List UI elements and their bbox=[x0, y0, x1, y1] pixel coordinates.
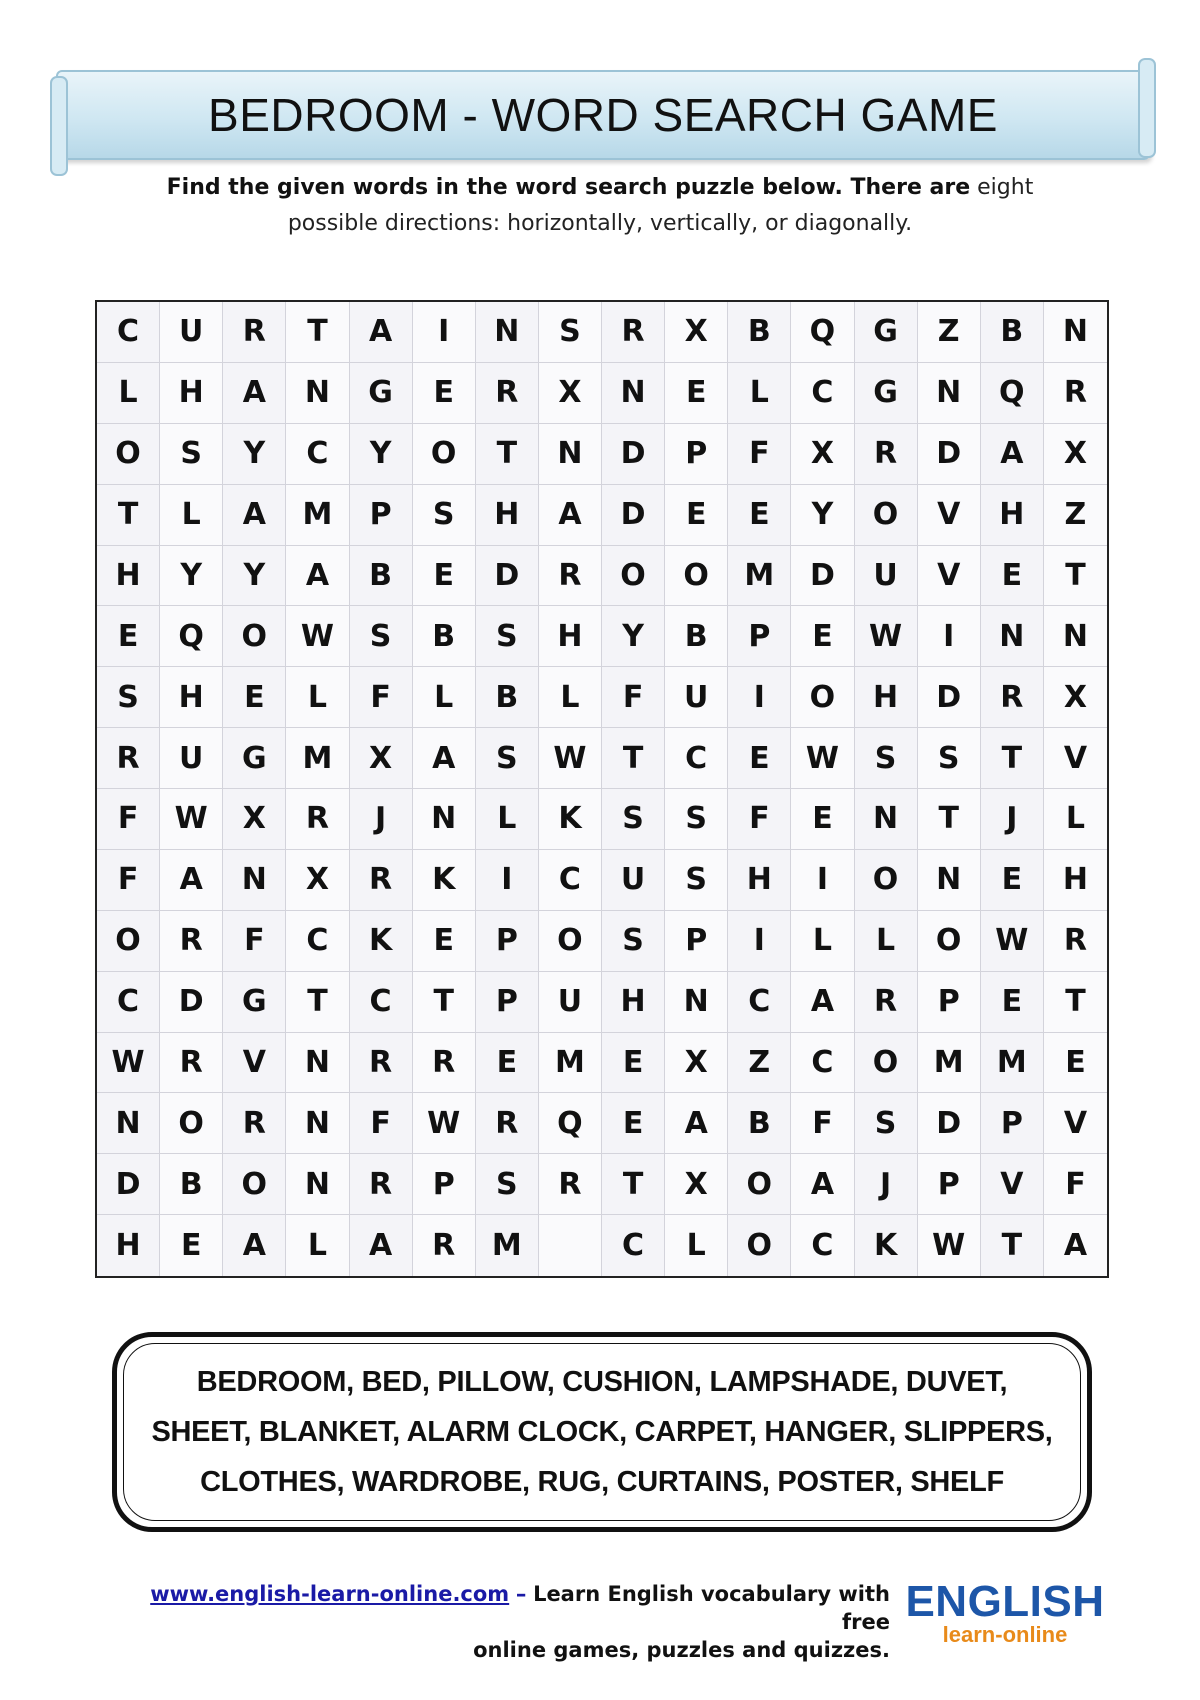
grid-cell[interactable]: R bbox=[223, 1093, 286, 1154]
grid-cell[interactable]: O bbox=[602, 546, 665, 607]
grid-cell[interactable]: P bbox=[350, 485, 413, 546]
grid-cell[interactable]: H bbox=[602, 972, 665, 1033]
grid-cell[interactable]: S bbox=[602, 789, 665, 850]
word-list-line-2: SHEET, BLANKET, ALARM CLOCK, CARPET, HANGER, SLIPPERS, bbox=[151, 1416, 1053, 1448]
grid-cell[interactable]: W bbox=[97, 1033, 160, 1094]
instructions-line-1 bbox=[100, 170, 1100, 206]
word-list-inner bbox=[123, 1343, 1081, 1521]
grid-cell[interactable]: M bbox=[728, 546, 791, 607]
title-banner bbox=[56, 70, 1150, 160]
grid-cell[interactable]: U bbox=[539, 972, 602, 1033]
instructions bbox=[100, 170, 1100, 242]
grid-cell[interactable]: W bbox=[855, 606, 918, 667]
grid-cell[interactable]: E bbox=[791, 789, 854, 850]
grid-cell[interactable]: O bbox=[728, 1215, 791, 1276]
grid-cell[interactable]: O bbox=[223, 1154, 286, 1215]
grid-cell[interactable]: L bbox=[160, 485, 223, 546]
grid-cell[interactable]: O bbox=[855, 1033, 918, 1094]
grid-cell[interactable]: T bbox=[286, 972, 349, 1033]
grid-cell[interactable]: M bbox=[539, 1033, 602, 1094]
grid-cell[interactable]: V bbox=[223, 1033, 286, 1094]
grid-cell[interactable]: R bbox=[602, 302, 665, 363]
grid-cell[interactable]: X bbox=[791, 424, 854, 485]
grid-cell[interactable]: F bbox=[728, 789, 791, 850]
grid-cell[interactable]: A bbox=[665, 1093, 728, 1154]
grid-cell[interactable]: E bbox=[413, 546, 476, 607]
grid-cell[interactable]: S bbox=[918, 728, 981, 789]
grid-cell[interactable]: F bbox=[223, 911, 286, 972]
grid-cell[interactable]: T bbox=[476, 424, 539, 485]
grid-cell[interactable]: W bbox=[286, 606, 349, 667]
grid-cell[interactable]: N bbox=[223, 850, 286, 911]
grid-cell[interactable]: E bbox=[476, 1033, 539, 1094]
grid-cell[interactable]: Z bbox=[1044, 485, 1107, 546]
grid-cell[interactable]: Z bbox=[918, 302, 981, 363]
grid-cell[interactable]: U bbox=[665, 667, 728, 728]
grid-cell[interactable]: N bbox=[413, 789, 476, 850]
grid-cell[interactable]: T bbox=[602, 728, 665, 789]
grid-cell[interactable]: T bbox=[918, 789, 981, 850]
grid-cell[interactable]: H bbox=[1044, 850, 1107, 911]
grid-cell[interactable]: C bbox=[602, 1215, 665, 1276]
grid-cell[interactable]: N bbox=[918, 363, 981, 424]
grid-cell[interactable]: L bbox=[286, 667, 349, 728]
grid-cell[interactable]: U bbox=[602, 850, 665, 911]
grid-cell[interactable]: L bbox=[476, 789, 539, 850]
website-link[interactable]: www.english-learn-online.com bbox=[150, 1582, 510, 1606]
grid-cell[interactable]: E bbox=[1044, 1033, 1107, 1094]
grid-cell[interactable]: J bbox=[350, 789, 413, 850]
grid-cell[interactable]: S bbox=[665, 789, 728, 850]
grid-cell[interactable]: T bbox=[981, 1215, 1044, 1276]
footer-line-1 bbox=[110, 1580, 890, 1636]
grid-cell[interactable]: R bbox=[413, 1033, 476, 1094]
grid-cell[interactable]: I bbox=[413, 302, 476, 363]
grid-cell[interactable]: C bbox=[539, 850, 602, 911]
grid-cell[interactable]: R bbox=[350, 850, 413, 911]
grid-cell[interactable]: O bbox=[855, 850, 918, 911]
grid-cell[interactable]: V bbox=[1044, 1093, 1107, 1154]
grid-cell[interactable]: E bbox=[413, 363, 476, 424]
grid-cell[interactable]: P bbox=[728, 606, 791, 667]
grid-cell[interactable]: W bbox=[918, 1215, 981, 1276]
grid-cell[interactable]: G bbox=[350, 363, 413, 424]
grid-cell[interactable]: X bbox=[665, 1154, 728, 1215]
grid-cell[interactable]: R bbox=[286, 789, 349, 850]
grid-cell[interactable]: N bbox=[97, 1093, 160, 1154]
grid-cell[interactable]: M bbox=[918, 1033, 981, 1094]
word-list-line-1: BEDROOM, BED, PILLOW, CUSHION, LAMPSHADE, DUVET, bbox=[196, 1366, 1008, 1398]
grid-cell[interactable]: P bbox=[665, 911, 728, 972]
grid-cell[interactable]: B bbox=[413, 606, 476, 667]
grid-cell[interactable]: O bbox=[413, 424, 476, 485]
grid-cell[interactable]: E bbox=[602, 1033, 665, 1094]
instructions-eight: eight bbox=[977, 175, 1034, 200]
grid-cell[interactable]: P bbox=[918, 972, 981, 1033]
grid-cell[interactable]: D bbox=[918, 667, 981, 728]
grid-cell[interactable]: N bbox=[476, 302, 539, 363]
instructions-bold: Find the given words in the word search puzzle below. There are bbox=[166, 175, 971, 200]
grid-cell[interactable]: E bbox=[981, 850, 1044, 911]
grid-cell[interactable]: E bbox=[981, 972, 1044, 1033]
grid-cell[interactable]: I bbox=[728, 911, 791, 972]
grid-cell[interactable]: H bbox=[160, 667, 223, 728]
grid-cell[interactable]: R bbox=[413, 1215, 476, 1276]
grid-cell[interactable]: H bbox=[160, 363, 223, 424]
grid-cell[interactable]: R bbox=[855, 424, 918, 485]
grid-cell[interactable]: E bbox=[160, 1215, 223, 1276]
word-search-grid bbox=[95, 300, 1109, 1278]
grid-cell[interactable]: D bbox=[160, 972, 223, 1033]
grid-cell[interactable]: A bbox=[413, 728, 476, 789]
grid-cell[interactable]: D bbox=[918, 424, 981, 485]
grid-cell[interactable]: E bbox=[665, 363, 728, 424]
grid-cell[interactable]: Q bbox=[539, 1093, 602, 1154]
grid-cell[interactable]: C bbox=[286, 424, 349, 485]
grid-cell[interactable]: Y bbox=[160, 546, 223, 607]
grid-cell[interactable]: R bbox=[1044, 363, 1107, 424]
grid-cell[interactable]: W bbox=[539, 728, 602, 789]
grid-cell[interactable]: M bbox=[286, 485, 349, 546]
grid-cell[interactable]: V bbox=[981, 1154, 1044, 1215]
grid-cell[interactable]: X bbox=[665, 302, 728, 363]
grid-cell[interactable]: M bbox=[476, 1215, 539, 1276]
grid-cell[interactable]: C bbox=[791, 363, 854, 424]
grid-cell[interactable]: B bbox=[728, 302, 791, 363]
grid-cell[interactable]: O bbox=[791, 667, 854, 728]
grid-cell[interactable]: F bbox=[728, 424, 791, 485]
grid-cell[interactable]: B bbox=[981, 302, 1044, 363]
grid-cell[interactable]: R bbox=[476, 1093, 539, 1154]
grid-cell[interactable]: N bbox=[855, 789, 918, 850]
grid-cell[interactable]: B bbox=[665, 606, 728, 667]
grid-cell[interactable]: E bbox=[97, 606, 160, 667]
logo-english: ENGLISH bbox=[905, 1577, 1105, 1626]
grid-cell[interactable]: I bbox=[918, 606, 981, 667]
grid-cell[interactable]: X bbox=[665, 1033, 728, 1094]
grid-cell[interactable]: N bbox=[286, 1033, 349, 1094]
grid-cell[interactable]: U bbox=[160, 728, 223, 789]
grid-cell[interactable]: D bbox=[602, 424, 665, 485]
grid-cell[interactable]: N bbox=[602, 363, 665, 424]
page-title: BEDROOM - WORD SEARCH GAME bbox=[208, 89, 998, 141]
grid-cell[interactable]: X bbox=[223, 789, 286, 850]
logo-learn-online: learn-online bbox=[942, 1622, 1068, 1647]
grid-cell[interactable]: L bbox=[791, 911, 854, 972]
grid-cell[interactable]: K bbox=[350, 911, 413, 972]
grid-cell[interactable]: M bbox=[286, 728, 349, 789]
grid-cell[interactable]: Q bbox=[981, 363, 1044, 424]
grid-cell[interactable]: R bbox=[97, 728, 160, 789]
grid-cell[interactable]: Q bbox=[791, 302, 854, 363]
grid-cell[interactable]: L bbox=[728, 363, 791, 424]
grid-cell[interactable]: N bbox=[286, 1093, 349, 1154]
grid-cell[interactable]: O bbox=[855, 485, 918, 546]
grid-cell[interactable]: S bbox=[413, 485, 476, 546]
grid-cell[interactable]: A bbox=[160, 850, 223, 911]
grid-cell[interactable]: O bbox=[97, 911, 160, 972]
grid-cell[interactable]: N bbox=[539, 424, 602, 485]
grid-cell[interactable]: P bbox=[476, 911, 539, 972]
grid-cell[interactable]: O bbox=[728, 1154, 791, 1215]
grid-cell[interactable]: R bbox=[476, 363, 539, 424]
grid-cell[interactable]: J bbox=[855, 1154, 918, 1215]
grid-cell[interactable]: T bbox=[97, 485, 160, 546]
grid-cell[interactable]: T bbox=[1044, 972, 1107, 1033]
grid-cell[interactable]: O bbox=[665, 546, 728, 607]
grid-cell[interactable]: L bbox=[97, 363, 160, 424]
grid-cell[interactable]: N bbox=[918, 850, 981, 911]
grid-cell[interactable]: O bbox=[160, 1093, 223, 1154]
grid-cell[interactable]: C bbox=[791, 1033, 854, 1094]
grid-cell[interactable]: B bbox=[160, 1154, 223, 1215]
grid-cell[interactable]: F bbox=[350, 1093, 413, 1154]
grid-cell[interactable]: T bbox=[286, 302, 349, 363]
grid-cell[interactable]: S bbox=[476, 606, 539, 667]
grid-cell[interactable]: A bbox=[791, 1154, 854, 1215]
grid-cell[interactable]: L bbox=[665, 1215, 728, 1276]
grid-cell[interactable]: N bbox=[981, 606, 1044, 667]
grid-cell[interactable]: X bbox=[1044, 667, 1107, 728]
scroll-curl-left bbox=[50, 76, 68, 176]
grid-cell[interactable]: D bbox=[918, 1093, 981, 1154]
scroll-curl-right bbox=[1138, 58, 1156, 158]
grid-cell[interactable]: A bbox=[223, 363, 286, 424]
grid-cell[interactable]: F bbox=[350, 667, 413, 728]
grid-cell[interactable]: F bbox=[97, 850, 160, 911]
footer-dash: – bbox=[515, 1582, 527, 1606]
grid-cell[interactable]: B bbox=[728, 1093, 791, 1154]
grid-cell[interactable]: F bbox=[1044, 1154, 1107, 1215]
grid-cell[interactable]: R bbox=[350, 1154, 413, 1215]
grid-cell[interactable]: I bbox=[728, 667, 791, 728]
grid-cell[interactable]: C bbox=[350, 972, 413, 1033]
grid-cell[interactable]: S bbox=[855, 1093, 918, 1154]
grid-cell[interactable]: H bbox=[539, 606, 602, 667]
grid-cell[interactable]: N bbox=[286, 1154, 349, 1215]
grid-cell[interactable]: P bbox=[918, 1154, 981, 1215]
grid-cell[interactable]: V bbox=[918, 546, 981, 607]
grid-cell[interactable]: J bbox=[981, 789, 1044, 850]
grid-cell[interactable]: F bbox=[791, 1093, 854, 1154]
grid-cell[interactable]: X bbox=[539, 363, 602, 424]
grid-cell[interactable]: G bbox=[855, 302, 918, 363]
grid-cell[interactable]: L bbox=[1044, 789, 1107, 850]
grid-cell[interactable]: D bbox=[97, 1154, 160, 1215]
grid-cell[interactable]: N bbox=[1044, 302, 1107, 363]
grid-cell[interactable]: A bbox=[350, 302, 413, 363]
grid-cell[interactable]: Y bbox=[791, 485, 854, 546]
grid-cell[interactable]: N bbox=[286, 363, 349, 424]
grid-cell[interactable]: C bbox=[286, 911, 349, 972]
word-list-box bbox=[112, 1332, 1092, 1532]
grid-cell[interactable]: W bbox=[981, 911, 1044, 972]
grid-cell[interactable]: Y bbox=[223, 424, 286, 485]
grid-cell[interactable]: L bbox=[413, 667, 476, 728]
grid-cell[interactable]: H bbox=[855, 667, 918, 728]
grid-cell[interactable]: C bbox=[97, 302, 160, 363]
footer bbox=[110, 1580, 890, 1664]
grid-cell[interactable]: F bbox=[602, 667, 665, 728]
grid-cell[interactable]: T bbox=[981, 728, 1044, 789]
grid-cell[interactable]: P bbox=[981, 1093, 1044, 1154]
grid-cell[interactable]: W bbox=[413, 1093, 476, 1154]
grid-cell[interactable]: K bbox=[539, 789, 602, 850]
grid-cell[interactable]: W bbox=[791, 728, 854, 789]
word-list-line-3: CLOTHES, WARDROBE, RUG, CURTAINS, POSTER, SHELF bbox=[200, 1466, 1004, 1498]
grid-cell[interactable]: O bbox=[918, 911, 981, 972]
grid-cell[interactable]: Y bbox=[350, 424, 413, 485]
grid-cell[interactable]: E bbox=[602, 1093, 665, 1154]
grid-cell[interactable]: D bbox=[602, 485, 665, 546]
grid-cell[interactable]: R bbox=[539, 546, 602, 607]
instructions-line-2: possible directions: horizontally, vertically, or diagonally. bbox=[287, 211, 913, 236]
grid-cell[interactable]: R bbox=[160, 911, 223, 972]
grid-cell[interactable]: H bbox=[97, 1215, 160, 1276]
grid-cell[interactable]: E bbox=[728, 485, 791, 546]
grid-cell[interactable]: G bbox=[223, 972, 286, 1033]
grid-cell[interactable]: C bbox=[665, 728, 728, 789]
grid-cell[interactable]: G bbox=[223, 728, 286, 789]
grid-cell[interactable]: T bbox=[1044, 546, 1107, 607]
grid-cell[interactable]: A bbox=[539, 485, 602, 546]
brand-logo bbox=[905, 1577, 1105, 1647]
grid-cell[interactable]: U bbox=[855, 546, 918, 607]
grid-cell[interactable]: R bbox=[350, 1033, 413, 1094]
grid-cell[interactable]: K bbox=[855, 1215, 918, 1276]
grid-cell[interactable]: R bbox=[855, 972, 918, 1033]
grid-cell[interactable]: A bbox=[1044, 1215, 1107, 1276]
grid-cell[interactable]: U bbox=[160, 302, 223, 363]
grid-cell[interactable]: H bbox=[476, 485, 539, 546]
footer-tagline-1: Learn English vocabulary with free bbox=[533, 1582, 890, 1634]
grid-cell[interactable]: X bbox=[286, 850, 349, 911]
grid-cell[interactable]: I bbox=[791, 850, 854, 911]
grid-cell[interactable]: B bbox=[350, 546, 413, 607]
footer-tagline-2: online games, puzzles and quizzes. bbox=[473, 1638, 890, 1662]
grid-cell[interactable]: E bbox=[791, 606, 854, 667]
grid-cell[interactable] bbox=[539, 1215, 602, 1276]
grid-cell[interactable]: E bbox=[665, 485, 728, 546]
grid-cell[interactable]: W bbox=[160, 789, 223, 850]
grid-cell[interactable]: T bbox=[413, 972, 476, 1033]
grid-cell[interactable]: Y bbox=[223, 546, 286, 607]
grid-cell[interactable]: O bbox=[223, 606, 286, 667]
grid-cell[interactable]: E bbox=[728, 728, 791, 789]
grid-cell[interactable]: A bbox=[223, 1215, 286, 1276]
grid-cell[interactable]: R bbox=[981, 667, 1044, 728]
grid-cell[interactable]: H bbox=[97, 546, 160, 607]
grid-cell[interactable]: S bbox=[855, 728, 918, 789]
grid-cell[interactable]: A bbox=[350, 1215, 413, 1276]
grid-cell[interactable]: L bbox=[539, 667, 602, 728]
grid-cell[interactable]: A bbox=[981, 424, 1044, 485]
grid-cell[interactable]: O bbox=[539, 911, 602, 972]
grid-cell[interactable]: H bbox=[981, 485, 1044, 546]
grid-cell[interactable]: V bbox=[918, 485, 981, 546]
grid-cell[interactable]: L bbox=[286, 1215, 349, 1276]
grid-cell[interactable]: A bbox=[223, 485, 286, 546]
grid-cell[interactable]: N bbox=[1044, 606, 1107, 667]
grid-cell[interactable]: X bbox=[350, 728, 413, 789]
grid-cell[interactable]: S bbox=[602, 911, 665, 972]
grid-cell[interactable]: S bbox=[476, 728, 539, 789]
grid-cell[interactable]: D bbox=[791, 546, 854, 607]
grid-cell[interactable]: C bbox=[97, 972, 160, 1033]
grid-cell[interactable]: H bbox=[728, 850, 791, 911]
grid-cell[interactable]: R bbox=[223, 302, 286, 363]
grid-cell[interactable]: P bbox=[665, 424, 728, 485]
grid-cell[interactable]: Y bbox=[602, 606, 665, 667]
grid-cell[interactable]: C bbox=[791, 1215, 854, 1276]
grid-cell[interactable]: S bbox=[539, 302, 602, 363]
grid-cell[interactable]: Q bbox=[160, 606, 223, 667]
grid-cell[interactable]: R bbox=[1044, 911, 1107, 972]
grid-cell[interactable]: R bbox=[539, 1154, 602, 1215]
grid-cell[interactable]: K bbox=[413, 850, 476, 911]
grid-cell[interactable]: T bbox=[602, 1154, 665, 1215]
grid-cell[interactable]: X bbox=[1044, 424, 1107, 485]
grid-cell[interactable]: A bbox=[791, 972, 854, 1033]
grid-cell[interactable]: P bbox=[413, 1154, 476, 1215]
grid-cell[interactable]: I bbox=[476, 850, 539, 911]
grid-cell[interactable]: L bbox=[855, 911, 918, 972]
grid-cell[interactable]: P bbox=[476, 972, 539, 1033]
grid-cell[interactable]: N bbox=[665, 972, 728, 1033]
grid-cell[interactable]: S bbox=[665, 850, 728, 911]
grid-cell[interactable]: Z bbox=[728, 1033, 791, 1094]
grid-cell[interactable]: G bbox=[855, 363, 918, 424]
grid-cell[interactable]: M bbox=[981, 1033, 1044, 1094]
grid-cell[interactable]: E bbox=[413, 911, 476, 972]
grid-cell[interactable]: E bbox=[981, 546, 1044, 607]
grid-cell[interactable]: E bbox=[223, 667, 286, 728]
grid-cell[interactable]: B bbox=[476, 667, 539, 728]
grid-cell[interactable]: S bbox=[350, 606, 413, 667]
grid-cell[interactable]: D bbox=[476, 546, 539, 607]
grid-cell[interactable]: F bbox=[97, 789, 160, 850]
grid-cell[interactable]: S bbox=[476, 1154, 539, 1215]
grid-cell[interactable]: A bbox=[286, 546, 349, 607]
grid-cell[interactable]: C bbox=[728, 972, 791, 1033]
grid-cell[interactable]: V bbox=[1044, 728, 1107, 789]
grid-cell[interactable]: S bbox=[97, 667, 160, 728]
grid-cell[interactable]: R bbox=[160, 1033, 223, 1094]
grid-cell[interactable]: O bbox=[97, 424, 160, 485]
grid-cell[interactable]: S bbox=[160, 424, 223, 485]
